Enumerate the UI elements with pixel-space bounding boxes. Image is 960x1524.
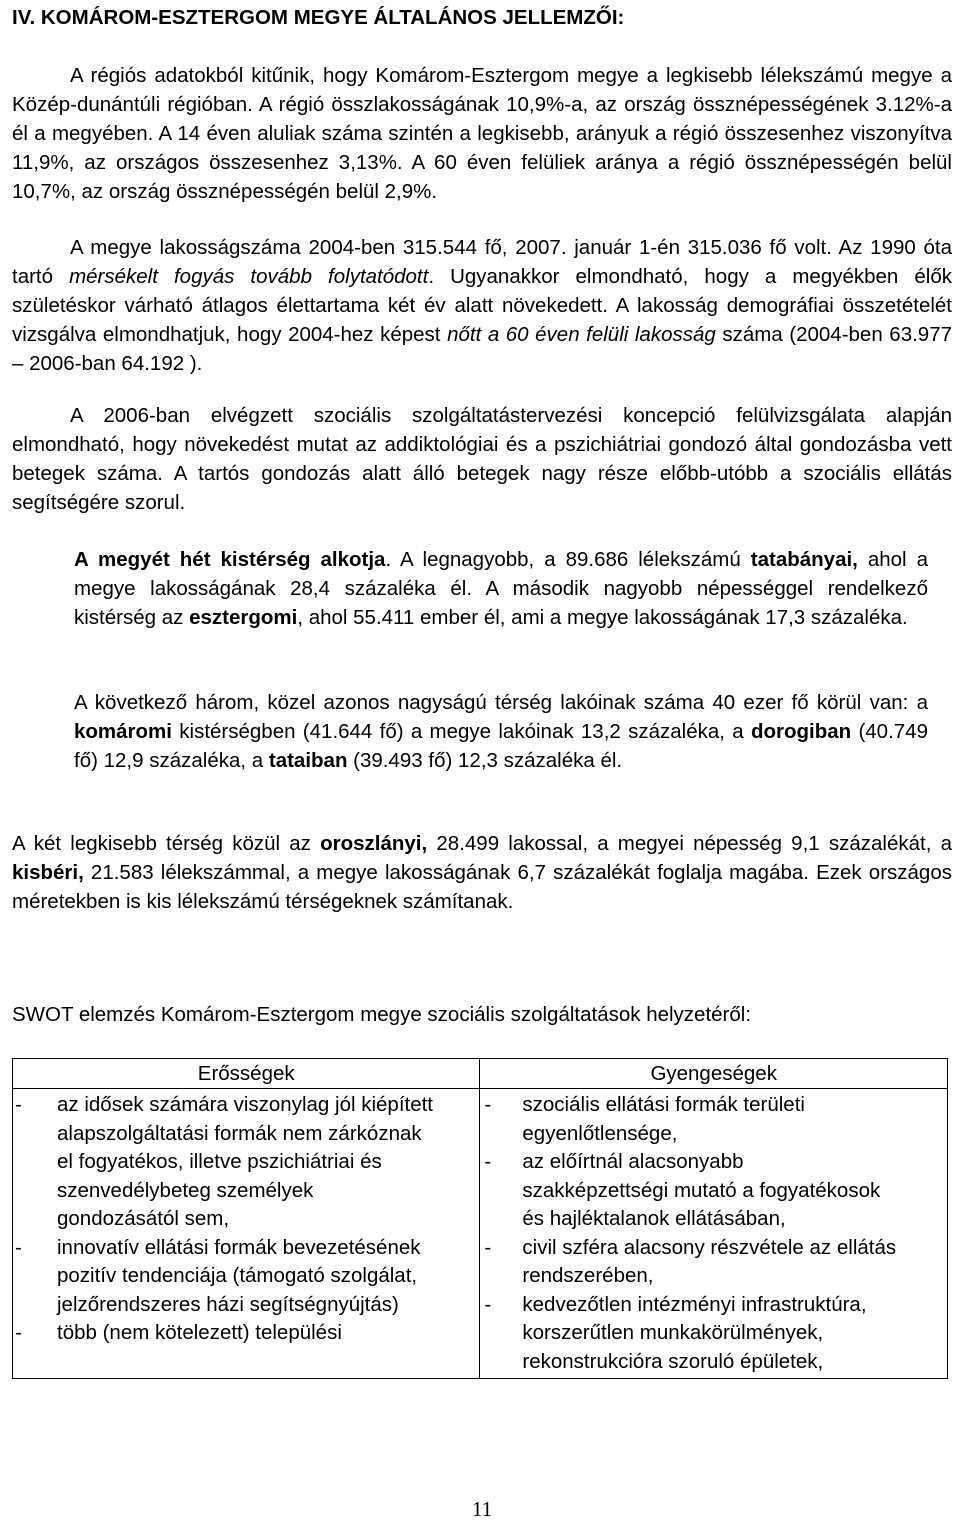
text-run: , ahol 55.411 ember él, ami a megye lakosságának 17,3 százaléka. (297, 606, 908, 629)
list-item-text: szociális ellátási formák területi egyenlőtlensége, (522, 1093, 805, 1145)
bold-run: komáromi (74, 720, 172, 743)
list-dash: - (484, 1150, 492, 1173)
list-item-text: több (nem kötelezett) települési (57, 1321, 342, 1344)
list-item (480, 1234, 947, 1291)
paragraph-smallest-subregions (12, 829, 952, 916)
strengths-header: Erősségek (13, 1059, 480, 1089)
text-run: A megye lakosságszáma 2004-ben 315.544 fő, 2007. január 1-én 315.036 fő volt. Az 1990 óta tartó (12, 236, 952, 288)
text-run: . Ugyanakkor elmondható, hogy a megyékben élők születéskor várható átlagos élettartama két év alatt növekedett. A lakosság demográfiai összetételét vizsgálva elmondhatjuk, hogy 2004-hez képest (12, 265, 952, 346)
list-dash: - (484, 1235, 492, 1259)
italic-run: mérsékelt fogyás tovább folytatódott (69, 265, 429, 288)
list-item-text: innovatív ellátási formák bevezetésének pozitív tendenciája (támogató szolgálat, jelzőrendszeres házi segítségnyújtás) (57, 1235, 421, 1316)
paragraph-regional-data: A régiós adatokból kitűnik, hogy Komárom-Esztergom megye a legkisebb lélekszámú megye a Közép-dunántúli régióban. A régió összlakosságának 10,9%-a, az ország össznépességének 3.12%-a él a megyében. A 14 éven aluliak száma szintén a legkisebb, arányuk a régió összesenhez viszonyítva 11,9%, az országos összesenhez 3,13%. A 60 éven felüliek aránya a régió össznépességén belül 10,7%, az ország össznépességén belül 2,9%. (12, 64, 952, 203)
bold-run: esztergomi (189, 606, 298, 629)
paragraph-subregions (74, 545, 928, 632)
strengths-cell (13, 1089, 480, 1379)
text-run: . A legnagyobb, a 89.686 lélekszámú (385, 548, 751, 571)
swot-header-row (13, 1059, 948, 1089)
list-item-text: kedvezőtlen intézményi infrastruktúra, korszerűtlen munkakörülmények, rekonstrukcióra szoruló épületek, (522, 1292, 867, 1373)
text-run: 21.583 lélekszámmal, a megye lakosságának 6,7 százalékát foglalja magába. Ezek országos méretekben is kis lélekszámú térségeknek számítanak. (12, 861, 952, 913)
list-item (13, 1091, 479, 1234)
swot-body-row (13, 1089, 948, 1379)
list-item (13, 1234, 479, 1320)
bold-run: A megyét hét kistérség alkotja (74, 548, 386, 571)
paragraph-concept-review: A 2006-ban elvégzett szociális szolgáltatástervezési koncepció felülvizsgálata alapján elmondható, hogy növekedést mutat az addiktológiai és a pszichiátriai gondozó által gondozásba vett betegek száma. A tartós gondozás alatt álló betegek nagy része előbb-utóbb a szociális ellátás segítségére szorul. (12, 404, 952, 514)
weaknesses-cell (480, 1089, 948, 1379)
swot-intro: SWOT elemzés Komárom-Esztergom megye szociális szolgáltatások helyzetéről: (12, 1003, 752, 1026)
list-item (13, 1319, 479, 1348)
text-run: 28.499 lakossal, a megyei népesség 9,1 százalékát, a (427, 832, 952, 855)
section-heading: IV. KOMÁROM-ESZTERGOM MEGYE ÁLTALÁNOS JELLEMZŐI: (12, 6, 625, 29)
bold-run: kisbéri, (12, 861, 84, 884)
list-dash: - (15, 1235, 22, 1259)
paragraph-population (12, 233, 952, 378)
text-run: ahol a megye lakosságának 28,4 százaléka él. A második nagyobb népességgel rendelkező kistérség az (74, 548, 928, 629)
weaknesses-header: Gyengeségek (480, 1059, 948, 1089)
text-run: A két legkisebb térség közül az (12, 832, 321, 855)
list-dash: - (15, 1093, 22, 1116)
swot-table (12, 1058, 948, 1379)
text-run: (39.493 fő) 12,3 százaléka él. (347, 749, 623, 772)
bold-run: tatabányai, (750, 548, 858, 571)
italic-run: nőtt a 60 éven felüli lakosság (447, 323, 716, 346)
paragraph-three-subregions (74, 688, 928, 775)
list-item (480, 1291, 947, 1377)
list-dash: - (484, 1292, 492, 1316)
list-item-text: civil szféra alacsony részvétele az ellátás rendszerében, (522, 1235, 897, 1287)
list-dash: - (484, 1093, 492, 1116)
text-run: A következő három, közel azonos nagyságú térség lakóinak száma 40 ezer fő körül van: a (74, 691, 928, 714)
bold-run: oroszlányi, (320, 832, 428, 855)
text-run: (40.749 fő) 12,9 százaléka, a (74, 720, 928, 772)
list-item (480, 1148, 947, 1234)
list-item (480, 1091, 947, 1148)
list-dash: - (15, 1321, 22, 1344)
bold-run: tataiban (268, 749, 348, 772)
bold-run: dorogiban (750, 720, 852, 743)
page-number: 11 (472, 1497, 493, 1521)
list-item-text: az idősek számára viszonylag jól kiépített alapszolgáltatási formák nem zárkóznak el fogyatékos, illetve pszichiátriai és szenvedélybeteg személyek gondozásától sem, (57, 1093, 434, 1230)
text-run: kistérségben (41.644 fő) a megye lakóinak 13,2 százaléka, a (171, 720, 751, 743)
text-run: száma (2004-ben 63.977 – 2006-ban 64.192 ). (12, 323, 952, 375)
list-item-text: az előírtnál alacsonyabb szakképzettségi mutató a fogyatékosok és hajléktalanok ellátásában, (522, 1150, 881, 1230)
